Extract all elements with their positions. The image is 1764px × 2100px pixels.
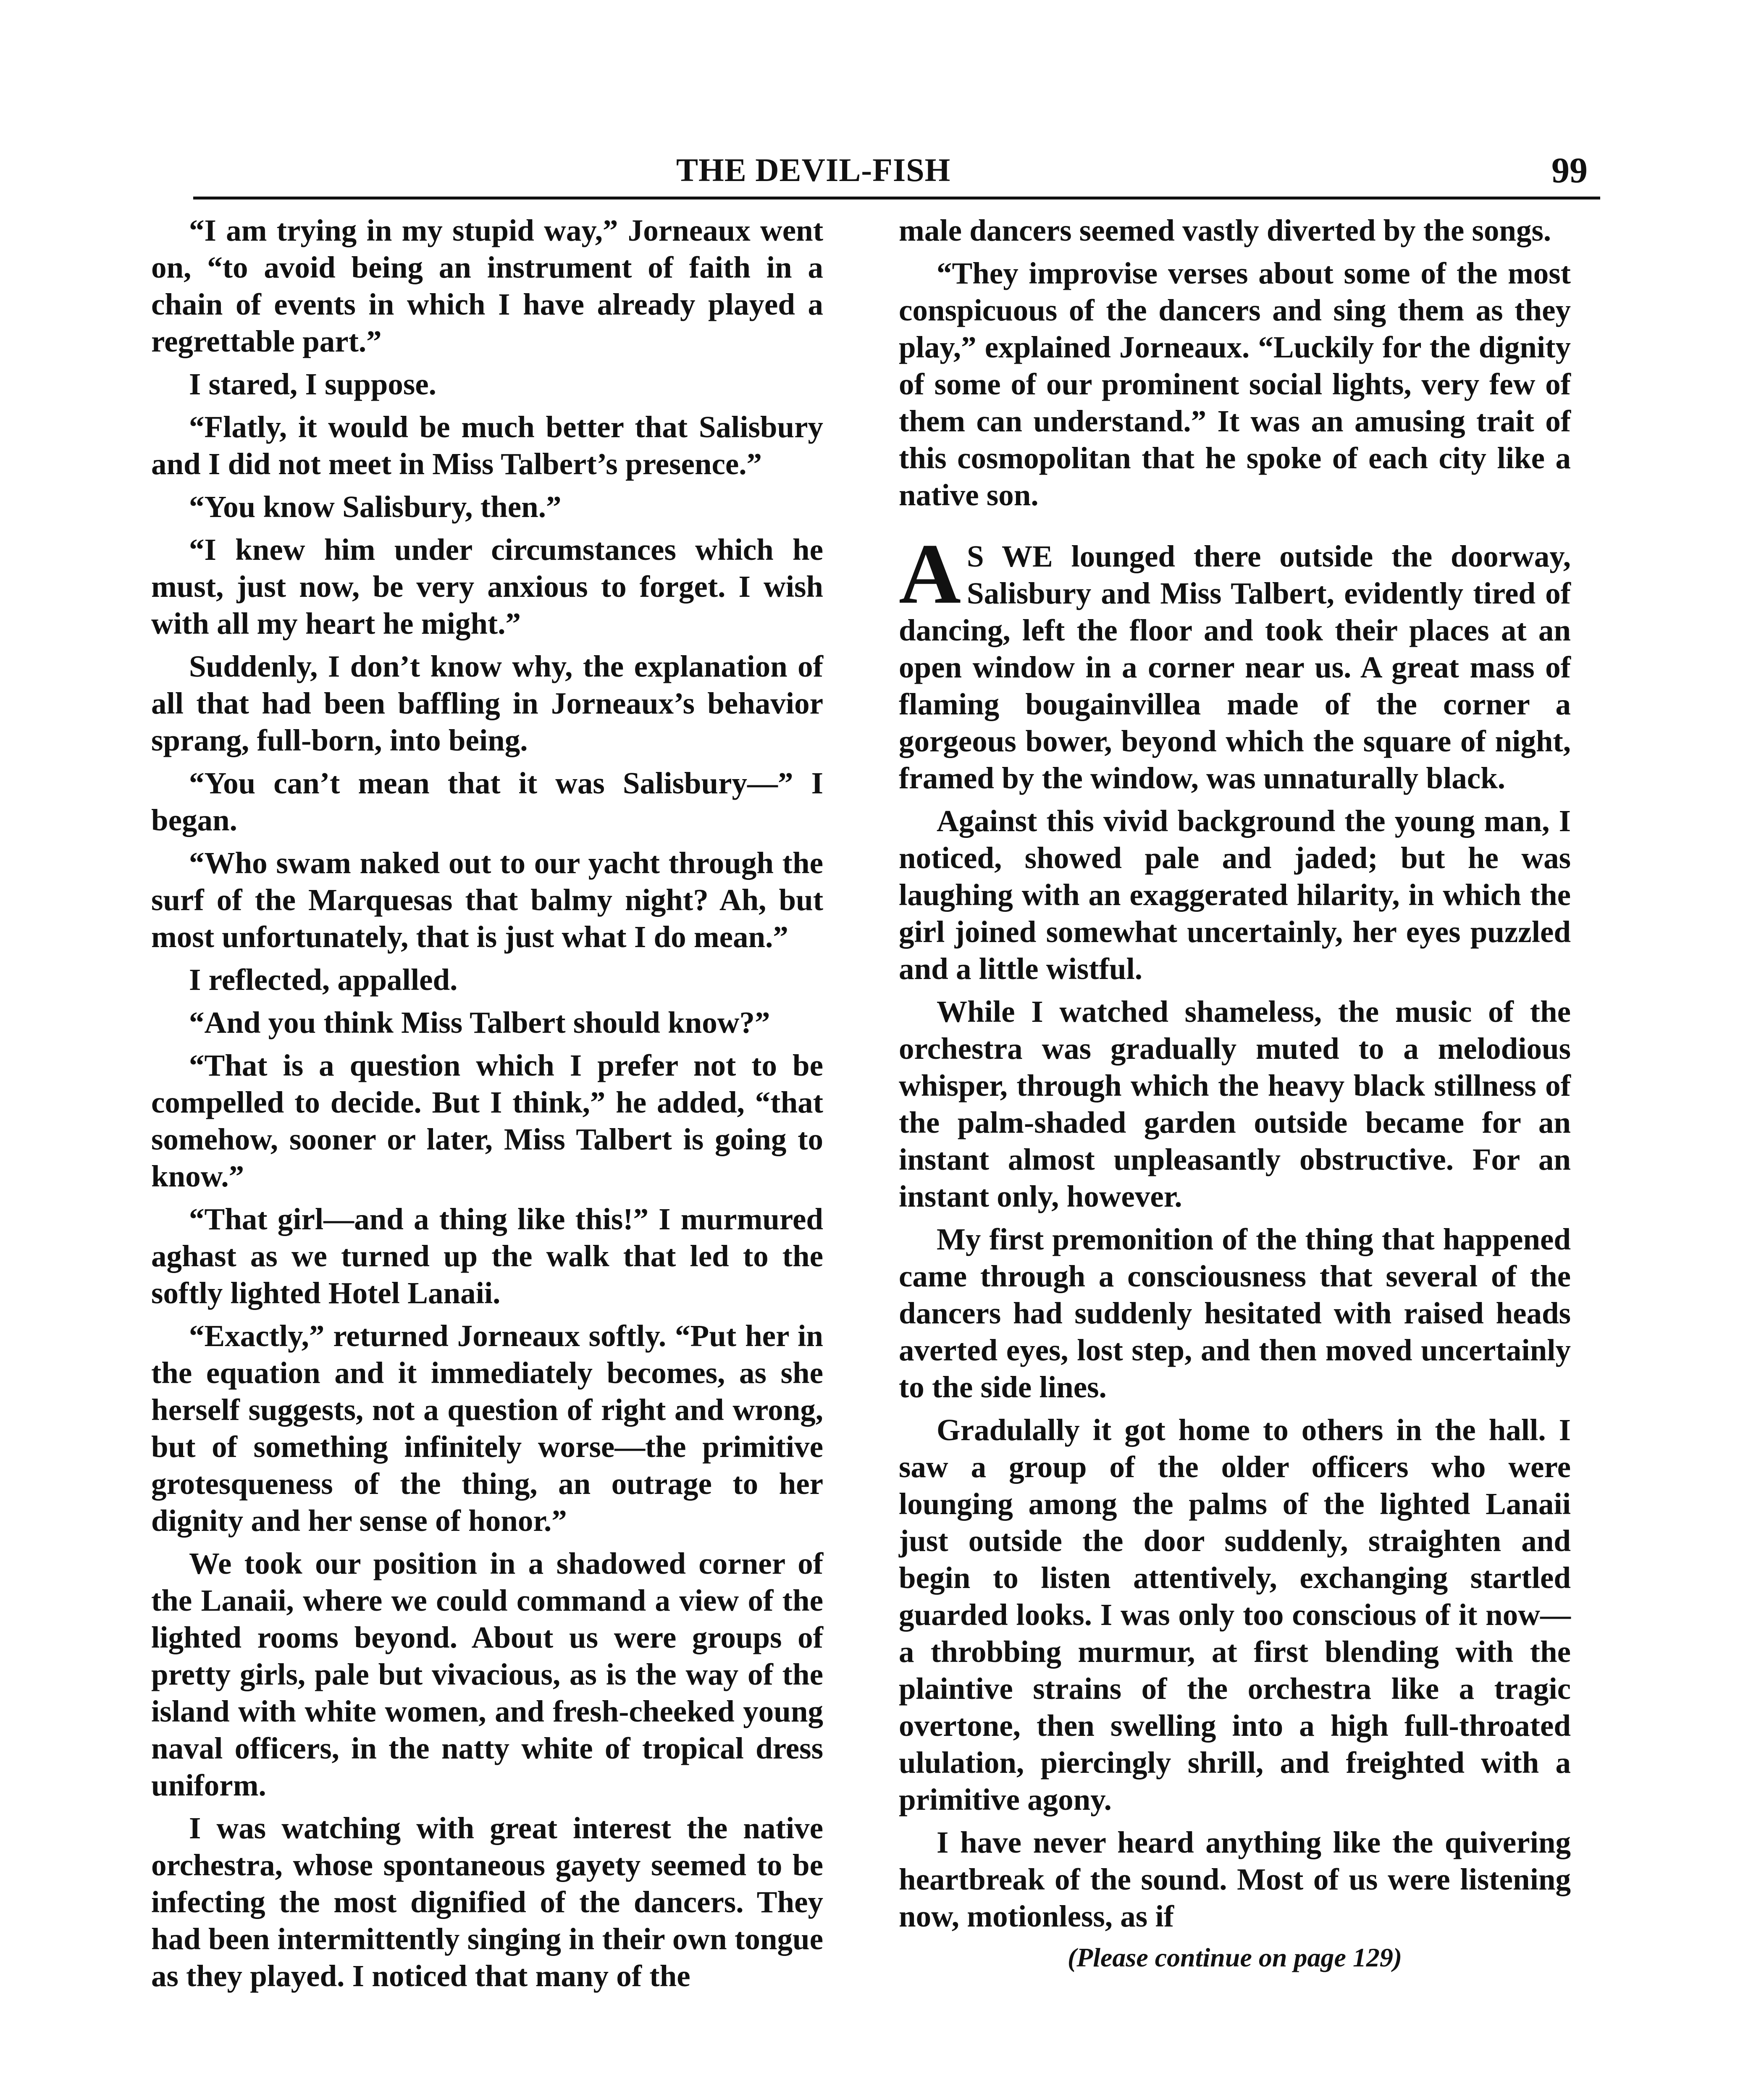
running-header [193,151,1600,189]
paragraph: “You can’t mean that it was Salisbury—” I began. [151,766,823,837]
paragraph: “I am trying in my stupid way,” Jorneaux went on, “to avoid being an instrument of faith in a chain of events in which I have already played a regrettable part.” [151,213,823,358]
paragraph: “That is a question which I prefer not to be compelled to decide. But I think,” he added, “that somehow, sooner or later, Miss Talbert is going to know.” [151,1048,823,1193]
page-number: 99 [1551,150,1588,190]
paragraph: Suddenly, I don’t know why, the explanation of all that had been baffling in Jorneaux’s behavior sprang, full-born, into being. [151,649,823,757]
header-rule [193,197,1600,200]
paragraph: My first premonition of the thing that happened came through a consciousness that several of the dancers had suddenly hesitated with raised heads averted eyes, lost step, and then moved uncertainly to the side lines. [899,1222,1571,1404]
paragraph: “And you think Miss Talbert should know?” [189,1005,770,1040]
paragraph: Against this vivid background the young man, I noticed, showed pale and jaded; but he was laughing with an exaggerated hilarity, in which the girl joined somewhat uncertainly, her eyes puzzled and a little wistful. [899,804,1571,986]
running-title: THE DEVIL-FISH [676,152,951,188]
paragraph: “That girl—and a thing like this!” I murmured aghast as we turned up the walk that led to the softly lighted Hotel Lanaii. [151,1202,823,1310]
drop-cap: A [899,526,961,622]
paragraph: Gradulally it got home to others in the hall. I saw a group of the older officers who were lounging among the palms of the lighted Lanaii just outside the door suddenly, straighten and begin to listen attentively, exchanging startled guarded looks. I was only too conscious of it now—a throbbing murmur, at first blending with the plaintive strains of the orchestra like a tragic overtone, then swelling into a high full-throated ululation, piercingly shrill, and freighted with a primitive agony. [899,1413,1571,1816]
section-opening-paragraph [899,526,1571,797]
continued-note: (Please continue on page 129) [1067,1942,1402,1972]
paragraph: We took our position in a shadowed corner of the Lanaii, where we could command a view of the lighted rooms beyond. About us were groups of pretty girls, pale but vivacious, as is the way of the island with white women, and fresh-cheeked young naval officers, in the natty white of tropical dress uniform. [151,1546,823,1802]
continued-paragraph: male dancers seemed vastly diverted by the songs. [899,213,1551,247]
paragraph: I stared, I suppose. [189,367,436,401]
right-column [899,212,1571,1974]
paragraph: I reflected, appalled. [189,963,458,997]
left-column [151,212,823,2000]
paragraph: “I knew him under circumstances which he must, just now, be very anxious to forget. I wish with all my heart he might.” [151,533,823,640]
drop-cap-paragraph-text: S WE lounged there outside the doorway, Salisbury and Miss Talbert, evidently tired of dancing, left the floor and took their places at an open window in a corner near us. A great mass of flaming bougainvillea made of the corner a gorgeous bower, beyond which the square of night, framed by the window, was unnaturally black. [899,539,1571,795]
paragraph: “You know Salisbury, then.” [189,490,562,524]
paragraph: While I watched shameless, the music of the orchestra was gradually muted to a melodious whisper, through which the heavy black stillness of the palm-shaded garden outside became for an instant almost unpleasantly obstructive. For an instant only, however. [899,995,1571,1213]
paragraph: “Exactly,” returned Jorneaux softly. “Put her in the equation and it immediately becomes, as she herself suggests, not a question of right and wrong, but of something infinitely worse—the primitive grotesqueness of the thing, an outrage to her dignity and her sense of honor.” [151,1319,823,1538]
paragraph: I was watching with great interest the native orchestra, whose spontaneous gayety seemed to be infecting the most dignified of the dancers. They had been intermittently singing in their own tongue as they played. I noticed that many of the [151,1811,823,1993]
paragraph: “Who swam naked out to our yacht through the surf of the Marquesas that balmy night? Ah, but most unfortunately, that is just what I do mean.” [151,846,823,954]
paragraph: “They improvise verses about some of the most conspicuous of the dancers and sing them as they play,” explained Jorneaux. “Luckily for the dignity of some of our prominent social lights, very few of them can understand.” It was an amusing trait of this cosmopolitan that he spoke of each city like a native son. [899,256,1571,512]
paragraph: “Flatly, it would be much better that Salisbury and I did not meet in Miss Talbert’s presence.” [151,410,823,481]
paragraph: I have never heard anything like the quivering heartbreak of the sound. Most of us were listening now, motionless, as if [899,1825,1571,1933]
